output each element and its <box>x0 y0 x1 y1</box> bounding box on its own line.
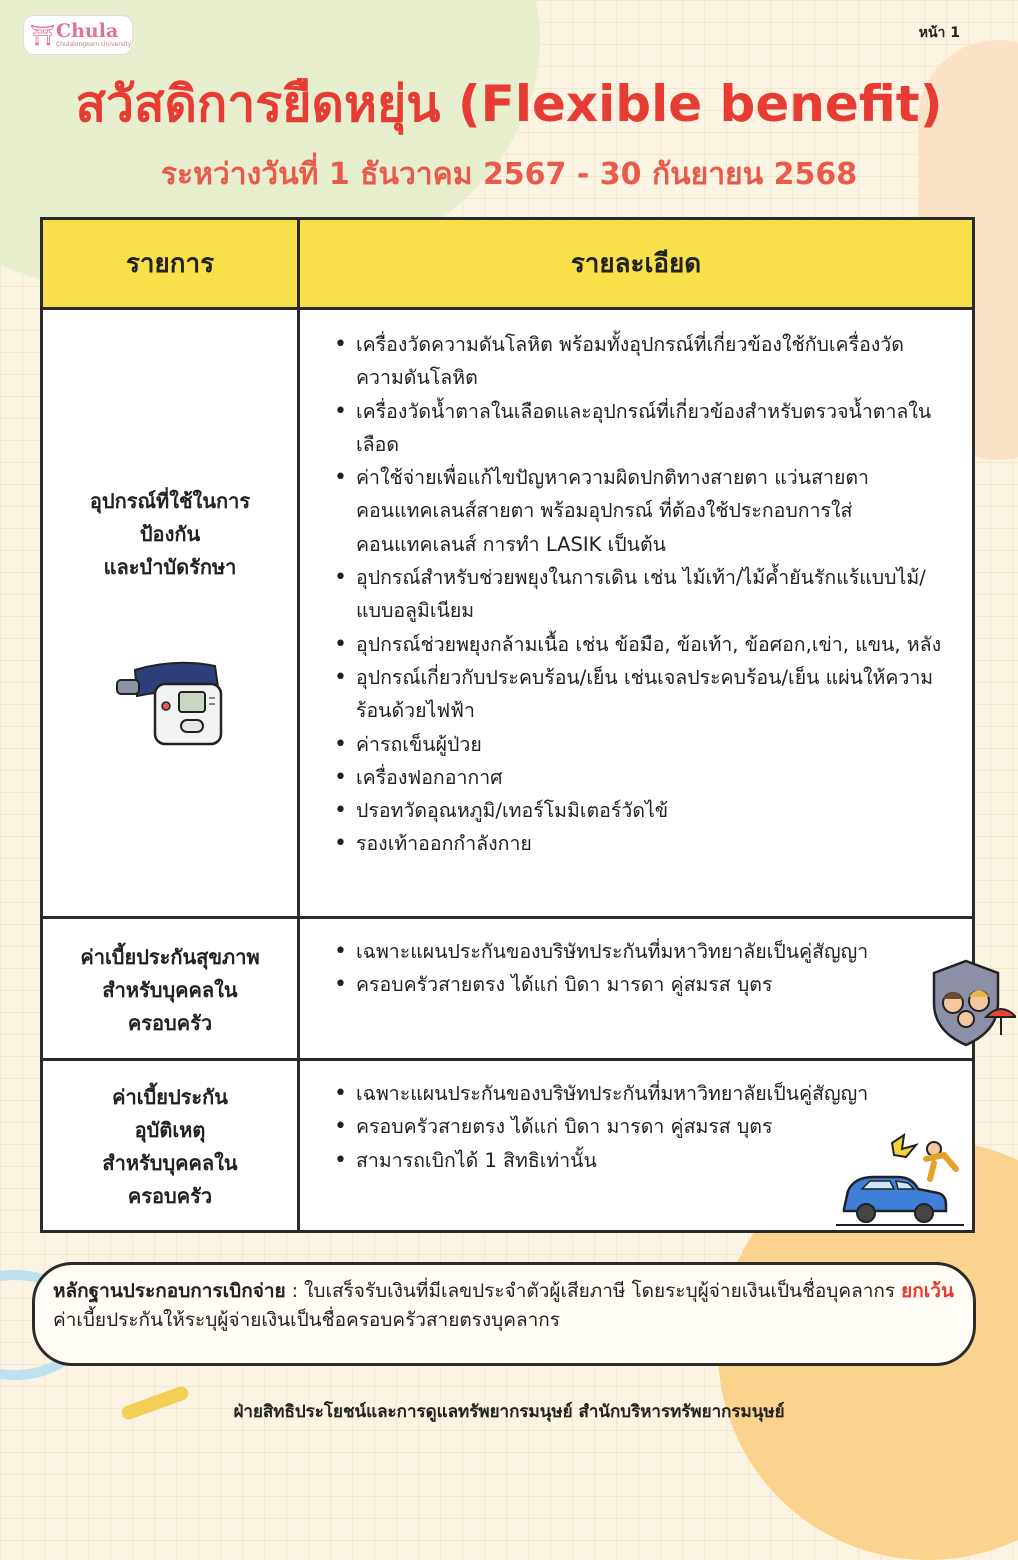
table-row <box>43 307 972 919</box>
detail-list <box>300 919 972 1002</box>
row-label-line: อุบัติเหตุ <box>134 1118 206 1142</box>
column-header-item: รายการ <box>43 220 300 307</box>
row-label-line: ค่าเบี้ยประกันสุขภาพ <box>80 944 260 969</box>
note-highlight: ยกเว้น <box>901 1280 954 1302</box>
row-label-line: ครอบครัว <box>127 1010 213 1035</box>
row-label-cell <box>43 1061 300 1233</box>
list-item: • ค่ารถเข็นผู้ป่วย <box>356 728 972 761</box>
row-label-line: และบำบัดรักษา <box>103 555 237 579</box>
list-item: • เฉพาะแผนประกันของบริษัทประกันที่มหาวิทยาลัยเป็นคู่สัญญา <box>356 935 972 968</box>
logo-subtitle: Chulalongkorn University <box>56 41 132 48</box>
row-label-line: ครอบครัว <box>127 1184 213 1208</box>
row-label-line: อุปกรณ์ที่ใช้ในการ <box>89 489 251 513</box>
row-detail-cell <box>300 1061 972 1233</box>
evidence-note <box>32 1262 976 1366</box>
list-item: • ครอบครัวสายตรง ได้แก่ บิดา มารดา คู่สมรส บุตร <box>356 968 972 1001</box>
list-item: • สามารถเบิกได้ 1 สิทธิเท่านั้น <box>356 1144 972 1177</box>
detail-list <box>300 310 972 861</box>
list-item: • รองเท้าออกกำลังกาย <box>356 827 972 860</box>
benefits-table <box>40 217 975 1233</box>
page-title: สวัสดิการยืดหยุ่น (Flexible benefit) <box>75 75 943 133</box>
list-item: • เครื่องฟอกอากาศ <box>356 761 972 794</box>
list-item: • อุปกรณ์เกี่ยวกับประคบร้อน/เย็น เช่นเจลประคบร้อน/เย็น แผ่นให้ความร้อนด้วยไฟฟ้า <box>356 661 972 728</box>
list-item: • ปรอทวัดอุณหภูมิ/เทอร์โมมิเตอร์วัดไข้ <box>356 794 972 827</box>
row-label-line: สำหรับบุคคลใน <box>102 977 238 1002</box>
page-subtitle: ระหว่างวันที่ 1 ธันวาคม 2567 - 30 กันยายน 2568 <box>160 157 858 192</box>
note-text: : ใบเสร็จรับเงินที่มีเลขประจำตัวผู้เสียภาษี โดยระบุผู้จ่ายเงินเป็นชื่อบุคลากร <box>285 1280 902 1302</box>
note-label: หลักฐานประกอบการเบิกจ่าย <box>53 1280 286 1302</box>
chula-logo <box>24 16 132 54</box>
table-row <box>43 916 972 1061</box>
logo-name: Chula <box>56 20 119 42</box>
row-label-line: ป้องกัน <box>139 522 201 546</box>
list-item: • ค่าใช้จ่ายเพื่อแก้ไขปัญหาความผิดปกติทางสายตา แว่นสายตา คอนแทคเลนส์สายตา พร้อมอุปกรณ์ ที่ต้องใช้ประกอบการใส่คอนแทคเลนส์ การทำ LASIK เป็นต้น <box>356 461 972 561</box>
row-label-cell <box>43 919 300 1061</box>
list-item: • ครอบครัวสายตรง ได้แก่ บิดา มารดา คู่สมรส บุตร <box>356 1110 972 1143</box>
row-label-line: ค่าเบี้ยประกัน <box>112 1085 228 1109</box>
note-text-2: ค่าเบี้ยประกันให้ระบุผู้จ่ายเงินเป็นชื่อครอบครัวสายตรงบุคลากร <box>53 1309 560 1331</box>
family-protection-icon <box>926 957 1016 1049</box>
list-item: • เครื่องวัดความดันโลหิต พร้อมทั้งอุปกรณ์ที่เกี่ยวข้องใช้กับเครื่องวัดความดันโลหิต <box>356 328 972 395</box>
footer-department: ฝ่ายสิทธิประโยชน์และการดูแลทรัพยากรมนุษย์ สำนักบริหารทรัพยากรมนุษย์ <box>233 1402 785 1422</box>
page-number: หน้า 1 <box>918 25 960 41</box>
list-item: • อุปกรณ์ช่วยพยุงกล้ามเนื้อ เช่น ข้อมือ, ข้อเท้า, ข้อศอก,เข่า, แขน, หลัง <box>356 628 972 661</box>
column-header-detail: รายละเอียด <box>570 249 702 279</box>
blood-pressure-monitor-icon <box>115 650 233 748</box>
table-header-row <box>43 220 972 307</box>
list-item: • เฉพาะแผนประกันของบริษัทประกันที่มหาวิทยาลัยเป็นคู่สัญญา <box>356 1077 972 1110</box>
table-row <box>43 1058 972 1233</box>
row-detail-cell <box>300 919 972 1061</box>
row-label-cell <box>43 310 300 919</box>
list-item: • เครื่องวัดน้ำตาลในเลือดและอุปกรณ์ที่เกี่ยวข้องสำหรับตรวจน้ำตาลในเลือด <box>356 395 972 462</box>
car-accident-icon <box>834 1133 974 1229</box>
row-label-line: สำหรับบุคคลใน <box>102 1151 238 1175</box>
row-detail-cell <box>300 310 972 919</box>
chula-emblem-icon: ⛩ <box>30 23 56 47</box>
list-item: • อุปกรณ์สำหรับช่วยพยุงในการเดิน เช่น ไม้เท้า/ไม้ค้ำยันรักแร้แบบไม้/แบบอลูมิเนียม <box>356 561 972 628</box>
